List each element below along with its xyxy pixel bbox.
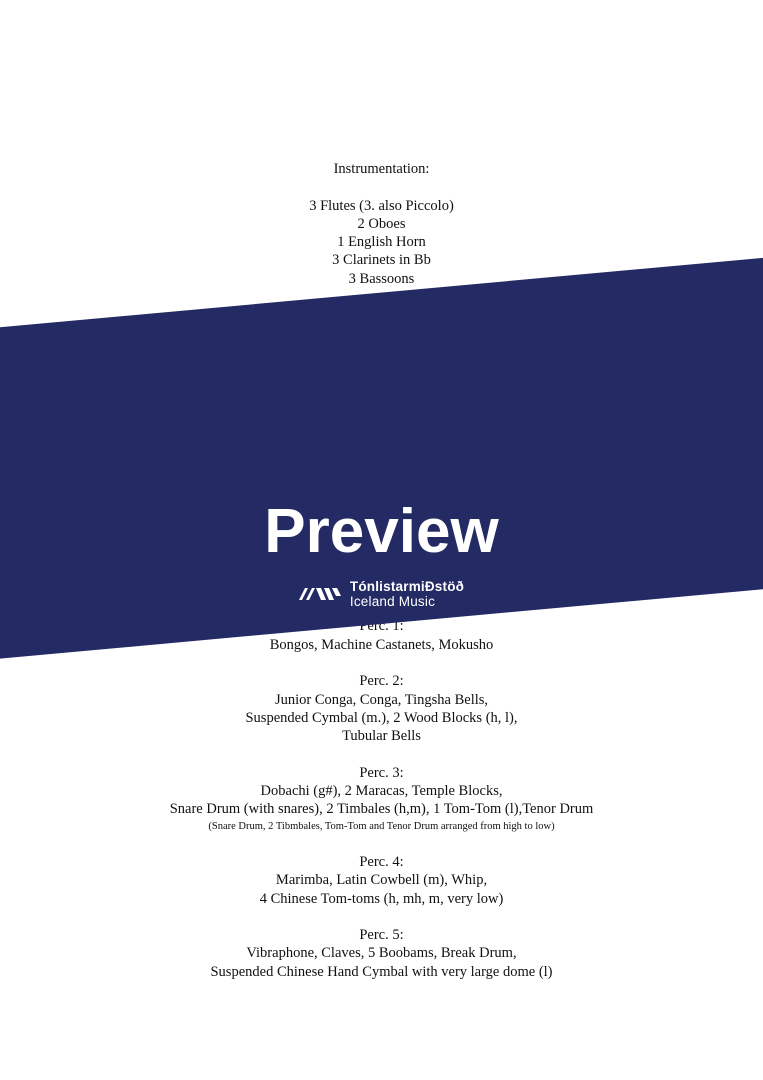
publisher-logo — [0, 580, 763, 609]
instrument-line: Suspended Cymbal (m.), 2 Wood Blocks (h, l), — [245, 709, 518, 726]
instrument-line: 2 Oboes — [357, 215, 406, 232]
instrument-line: Tubular Bells — [342, 728, 421, 745]
group-percussion-2 — [0, 672, 763, 745]
instrument-line: 4 Chinese Tom-toms (h, mh, m, very low) — [259, 890, 504, 907]
instrument-line: 3 Bassoons — [348, 270, 415, 287]
instrument-line: Snare Drum (with snares), 2 Timbales (h,m), 1 Tom-Tom (l),Tenor Drum — [169, 801, 594, 818]
percussion-label: Perc. 1: — [359, 618, 404, 635]
group-percussion-3 — [0, 764, 763, 835]
publisher-name-en: Iceland Music — [349, 594, 436, 609]
watermark-content — [0, 497, 763, 609]
percussion-label: Perc. 2: — [359, 673, 404, 690]
instrumentation-heading: Instrumentation: — [333, 161, 430, 177]
chevrons-logo-icon — [299, 583, 341, 607]
instrument-line: Bongos, Machine Castanets, Mokusho — [269, 636, 494, 653]
percussion-3-note: (Snare Drum, 2 Tibmbales, Tom-Tom and Tenor Drum arranged from high to low) — [208, 820, 555, 832]
group-percussion-4 — [0, 853, 763, 908]
publisher-name — [350, 580, 464, 609]
preview-title: Preview — [264, 497, 499, 566]
instrument-line: Vibraphone, Claves, 5 Boobams, Break Drum, — [246, 945, 517, 962]
instrument-line: Marimba, Latin Cowbell (m), Whip, — [275, 872, 488, 889]
instrument-line: 3 Clarinets in Bb — [332, 252, 431, 269]
instrument-line: 3 Flutes (3. also Piccolo) — [309, 197, 454, 214]
instrument-line: 1 English Horn — [337, 234, 426, 251]
publisher-name-is: TónlistarmiÐstöð — [349, 579, 465, 594]
percussion-label: Perc. 5: — [359, 927, 404, 944]
group-percussion-5 — [0, 926, 763, 981]
percussion-label: Perc. 4: — [359, 853, 404, 870]
instrument-line: Junior Conga, Conga, Tingsha Bells, — [274, 691, 489, 708]
instrument-line: Dobachi (g#), 2 Maracas, Temple Blocks, — [260, 783, 503, 800]
percussion-label: Perc. 3: — [359, 764, 404, 781]
instrument-line: Suspended Chinese Hand Cymbal with very large dome (l) — [210, 963, 553, 980]
